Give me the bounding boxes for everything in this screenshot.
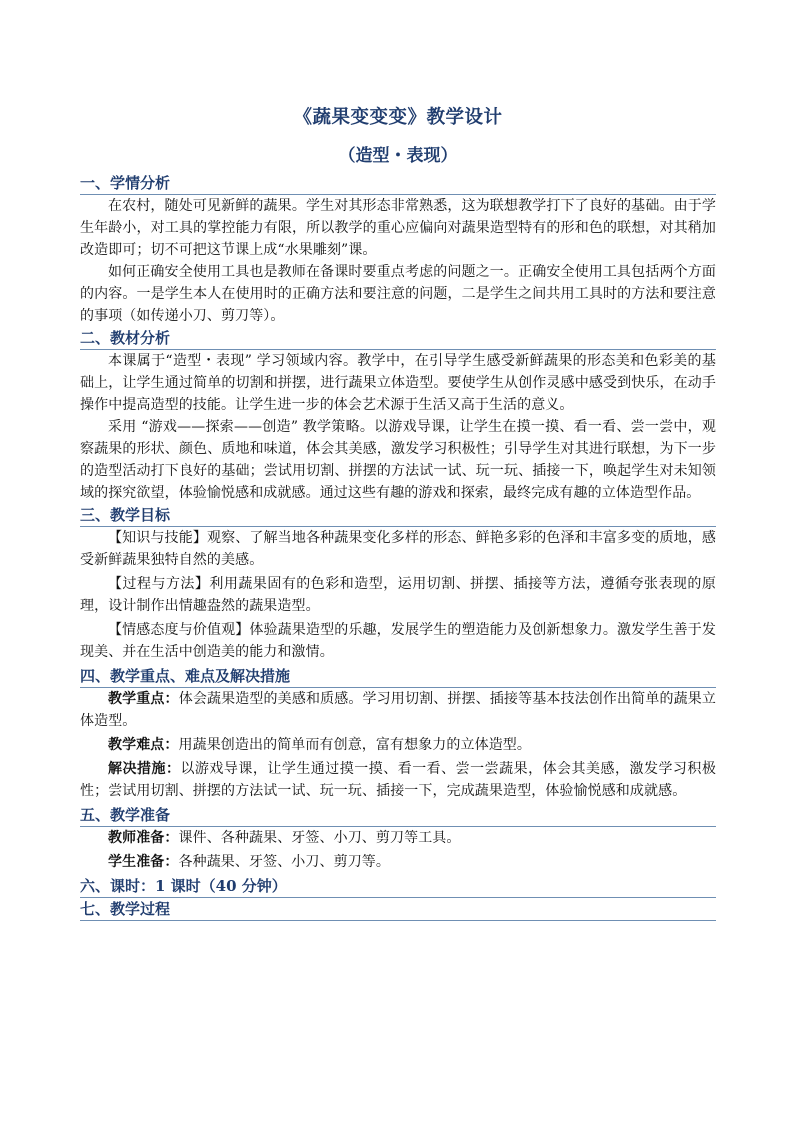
- paragraph-label: 教学重点：: [108, 691, 179, 707]
- paragraph-text: 【情感态度与价值观】体验蔬果造型的乐趣，发展学生的塑造能力及创新想象力。激发学生善于发现美、并在生活中创造美的能力和激情。: [80, 622, 716, 660]
- paragraph-label: 教学难点：: [108, 737, 179, 753]
- paragraph-text: 各种蔬果、牙签、小刀、剪刀等。: [178, 854, 390, 870]
- section-paragraph: [80, 758, 716, 802]
- paragraph-text: 本课属于“造型・表现” 学习领域内容。教学中，在引导学生感受新鲜蔬果的形态美和色彩美的基础上，让学生通过简单的切割和拼摆，进行蔬果立体造型。要使学生从创作灵感中感受到快乐，在动手操作中提高造型的技能。让学生进一步的体会艺术源于生活又高于生活的意义。: [80, 353, 716, 413]
- document-subtitle: （造型・表现）: [338, 146, 458, 166]
- document-content: [80, 104, 716, 921]
- section-paragraph: [80, 734, 716, 756]
- section-paragraph: [80, 195, 716, 261]
- paragraph-label: 解决措施：: [108, 761, 181, 777]
- paragraph-text: 体会蔬果造型的美感和质感。学习用切割、拼摆、插接等基本技法创作出简单的蔬果立体造型。: [80, 691, 716, 729]
- section-paragraph: [80, 261, 716, 327]
- section-heading: 七、教学过程: [80, 898, 716, 921]
- paragraph-text: 采用 “游戏——探索——创造” 教学策略。以游戏导课，让学生在摸一摸、看一看、尝一尝中，观察蔬果的形状、颜色、质地和味道，体会其美感，激发学习积极性；引导学生对其进行联想，为下一步的造型活动打下良好的基础；尝试用切割、拼摆的方法试一试、玩一玩、插接一下，唤起学生对未知领域的探究欲望，体验愉悦感和成就感。通过这些有趣的游戏和探索，最终完成有趣的立体造型作品。: [80, 419, 716, 501]
- section-paragraph: [80, 851, 716, 873]
- paragraph-text: 如何正确安全使用工具也是教师在备课时要重点考虑的问题之一。正确安全使用工具包括两个方面的内容。一是学生本人在使用时的正确方法和要注意的问题，二是学生之间共用工具时的方法和要注意的事项（如传递小刀、剪刀等）。: [80, 264, 716, 324]
- sections-container: [80, 172, 716, 921]
- section-heading: 一、学情分析: [80, 172, 716, 195]
- paragraph-text: 【知识与技能】观察、了解当地各种蔬果变化多样的形态、鲜艳多彩的色泽和丰富多变的质地，感受新鲜蔬果独特自然的美感。: [80, 530, 716, 568]
- section-heading: 六、课时：1 课时（40 分钟）: [80, 875, 716, 898]
- section-paragraph: [80, 827, 716, 849]
- section-paragraph: [80, 350, 716, 416]
- section-paragraph: [80, 619, 716, 663]
- paragraph-text: 课件、各种蔬果、牙签、小刀、剪刀等工具。: [178, 830, 461, 846]
- section-heading: 三、教学目标: [80, 504, 716, 527]
- section-paragraph: [80, 573, 716, 617]
- paragraph-text: 用蔬果创造出的简单而有创意，富有想象力的立体造型。: [178, 737, 531, 753]
- section-paragraph: [80, 688, 716, 732]
- section-heading: 五、教学准备: [80, 804, 716, 827]
- section-heading: 四、教学重点、难点及解决措施: [80, 665, 716, 688]
- paragraph-text: 以游戏导课，让学生通过摸一摸、看一看、尝一尝蔬果，体会其美感，激发学习积极性；尝试用切割、拼摆的方法试一试、玩一玩、插接一下，完成蔬果造型，体验愉悦感和成就感。: [80, 761, 717, 799]
- paragraph-label: 学生准备：: [108, 854, 179, 870]
- paragraph-text: 在农村，随处可见新鲜的蔬果。学生对其形态非常熟悉，这为联想教学打下了良好的基础。由于学生年龄小，对工具的掌控能力有限，所以教学的重心应偏向对蔬果造型特有的形和色的联想，对其稍加改造即可；切不可把这节课上成“水果雕刻”课。: [80, 198, 716, 258]
- paragraph-text: 【过程与方法】利用蔬果固有的色彩和造型，运用切割、拼摆、插接等方法，遵循夸张表现的原理，设计制作出情趣盎然的蔬果造型。: [80, 576, 716, 614]
- document-title: 《蔬果变变变》教学设计: [293, 107, 503, 128]
- section-paragraph: [80, 416, 716, 504]
- paragraph-label: 教师准备：: [108, 830, 179, 846]
- section-heading: 二、教材分析: [80, 327, 716, 350]
- section-paragraph: [80, 527, 716, 571]
